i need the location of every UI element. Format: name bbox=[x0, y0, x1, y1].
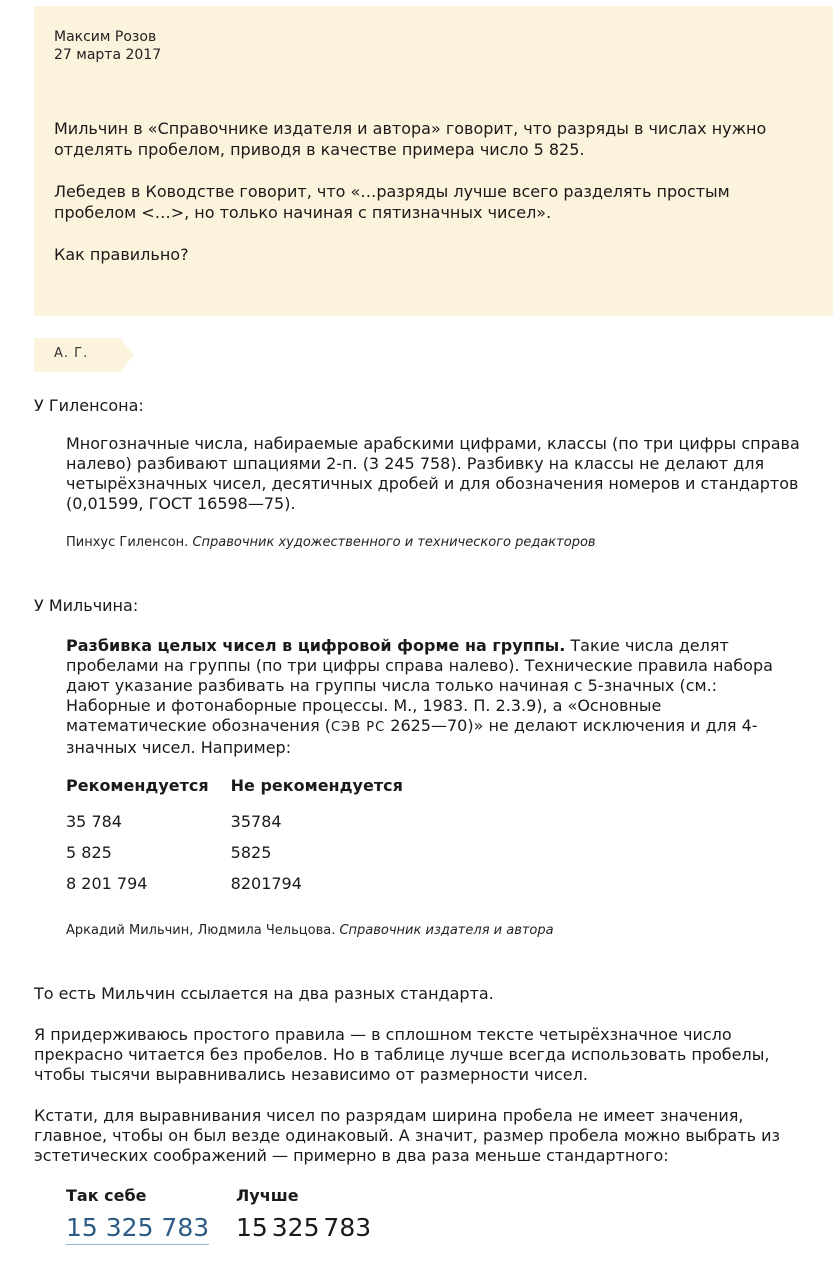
question-author: Максим Розов bbox=[54, 29, 157, 45]
table-cell: 5825 bbox=[230, 842, 272, 862]
table-cell: 35784 bbox=[230, 811, 282, 831]
gilenson-source bbox=[66, 533, 804, 553]
spacing-demo bbox=[66, 1186, 804, 1266]
gilenson-quote bbox=[66, 434, 804, 553]
table-cell: 8 201 794 bbox=[66, 873, 148, 893]
demo-number-better: 15 325 783 bbox=[236, 1213, 372, 1242]
answer-content bbox=[34, 396, 804, 1266]
milchin-intro: У Мильчина: bbox=[34, 596, 139, 615]
demo-number-so-so[interactable]: 15 325 783 bbox=[66, 1212, 209, 1245]
question-paragraph: Лебедев в Ководстве говорит, что «…разряды лучше всего разделять простым пробелом <…>, но только начиная с пятизначных чисел». bbox=[54, 182, 730, 222]
table-header-row bbox=[66, 776, 425, 796]
milchin-quote-part: Такие числа делят пробелами на группы (по три цифры справа налево). Технические правила набора дают указание разбивать на группы числа только начиная с 5-значных (см.: Наборные и фотонаборные процессы. М., 1983. П. 2.3.9), а «Основные математические обозначения ( bbox=[66, 636, 773, 735]
milchin-source-title: Справочник издателя и автора bbox=[339, 923, 554, 938]
demo-label-so-so: Так себе bbox=[66, 1186, 147, 1205]
gilenson-quote-text: Многозначные числа, набираемые арабскими цифрами, классы (по три цифры справа налево) разбивают шпациями 2-п. (3 245 758). Разбивку на классы не делают для четырёхзначных чисел, десятичных дробей и для обозначения номеров и стандартов (0,01599, ГОСТ 16598—75). bbox=[66, 434, 800, 513]
conclusion-paragraph: Я придерживаюсь простого правила — в сплошном тексте четырёхзначное число прекрасно читается без пробелов. Но в таблице лучше всегда использовать пробелы, чтобы тысячи выравнивались независимо от размерности чисел. bbox=[34, 1025, 770, 1084]
conclusion-paragraph: То есть Мильчин ссылается на два разных стандарта. bbox=[34, 984, 494, 1003]
demo-label-better: Лучше bbox=[236, 1186, 299, 1205]
answerer-initials: А. Г. bbox=[54, 346, 89, 361]
table-cell: 8201794 bbox=[230, 873, 302, 893]
table-cell: 35 784 bbox=[66, 811, 122, 831]
digit-grouping-table bbox=[66, 776, 425, 899]
table-row bbox=[66, 868, 425, 899]
question-paragraph: Мильчин в «Справочнике издателя и автора» говорит, что разряды в числах нужно отделять пробелом, приводя в качестве примера число 5 825. bbox=[54, 119, 767, 159]
milchin-quote-smallcaps: СЭВ РС bbox=[331, 720, 386, 735]
milchin-quote-bold: Разбивка целых чисел в цифровой форме на группы. bbox=[66, 636, 566, 655]
gilenson-source-author: Пинхус Гиленсон. bbox=[66, 535, 189, 550]
milchin-quote-part: 2625—70)» не делают исключения и для 4-значных чисел. Например: bbox=[66, 716, 758, 757]
table-row bbox=[66, 837, 425, 868]
question-date: 27 марта 2017 bbox=[54, 47, 162, 63]
gilenson-source-title: Справочник художественного и технического редакторов bbox=[192, 535, 596, 550]
conclusion-paragraph: Кстати, для выравнивания чисел по разрядам ширина пробела не имеет значения, главное, чтобы он был везде одинаковый. А значит, размер пробела можно выбрать из эстетических соображений — примерно в два раза меньше стандартного: bbox=[34, 1106, 781, 1165]
table-cell: 5 825 bbox=[66, 842, 112, 862]
milchin-source-author: Аркадий Мильчин, Людмила Чельцова. bbox=[66, 923, 336, 938]
table-header: Рекомендуется bbox=[66, 776, 209, 795]
milchin-quote bbox=[66, 636, 804, 941]
question-body bbox=[54, 118, 813, 265]
question-paragraph: Как правильно? bbox=[54, 245, 189, 264]
question-meta bbox=[54, 28, 813, 64]
answerer-badge bbox=[34, 338, 134, 372]
question-block bbox=[34, 6, 833, 316]
milchin-source bbox=[66, 921, 804, 941]
gilenson-intro: У Гиленсона: bbox=[34, 396, 144, 415]
table-header: Не рекомендуется bbox=[230, 776, 403, 795]
milchin-quote-text bbox=[66, 636, 804, 758]
table-row bbox=[66, 796, 425, 837]
